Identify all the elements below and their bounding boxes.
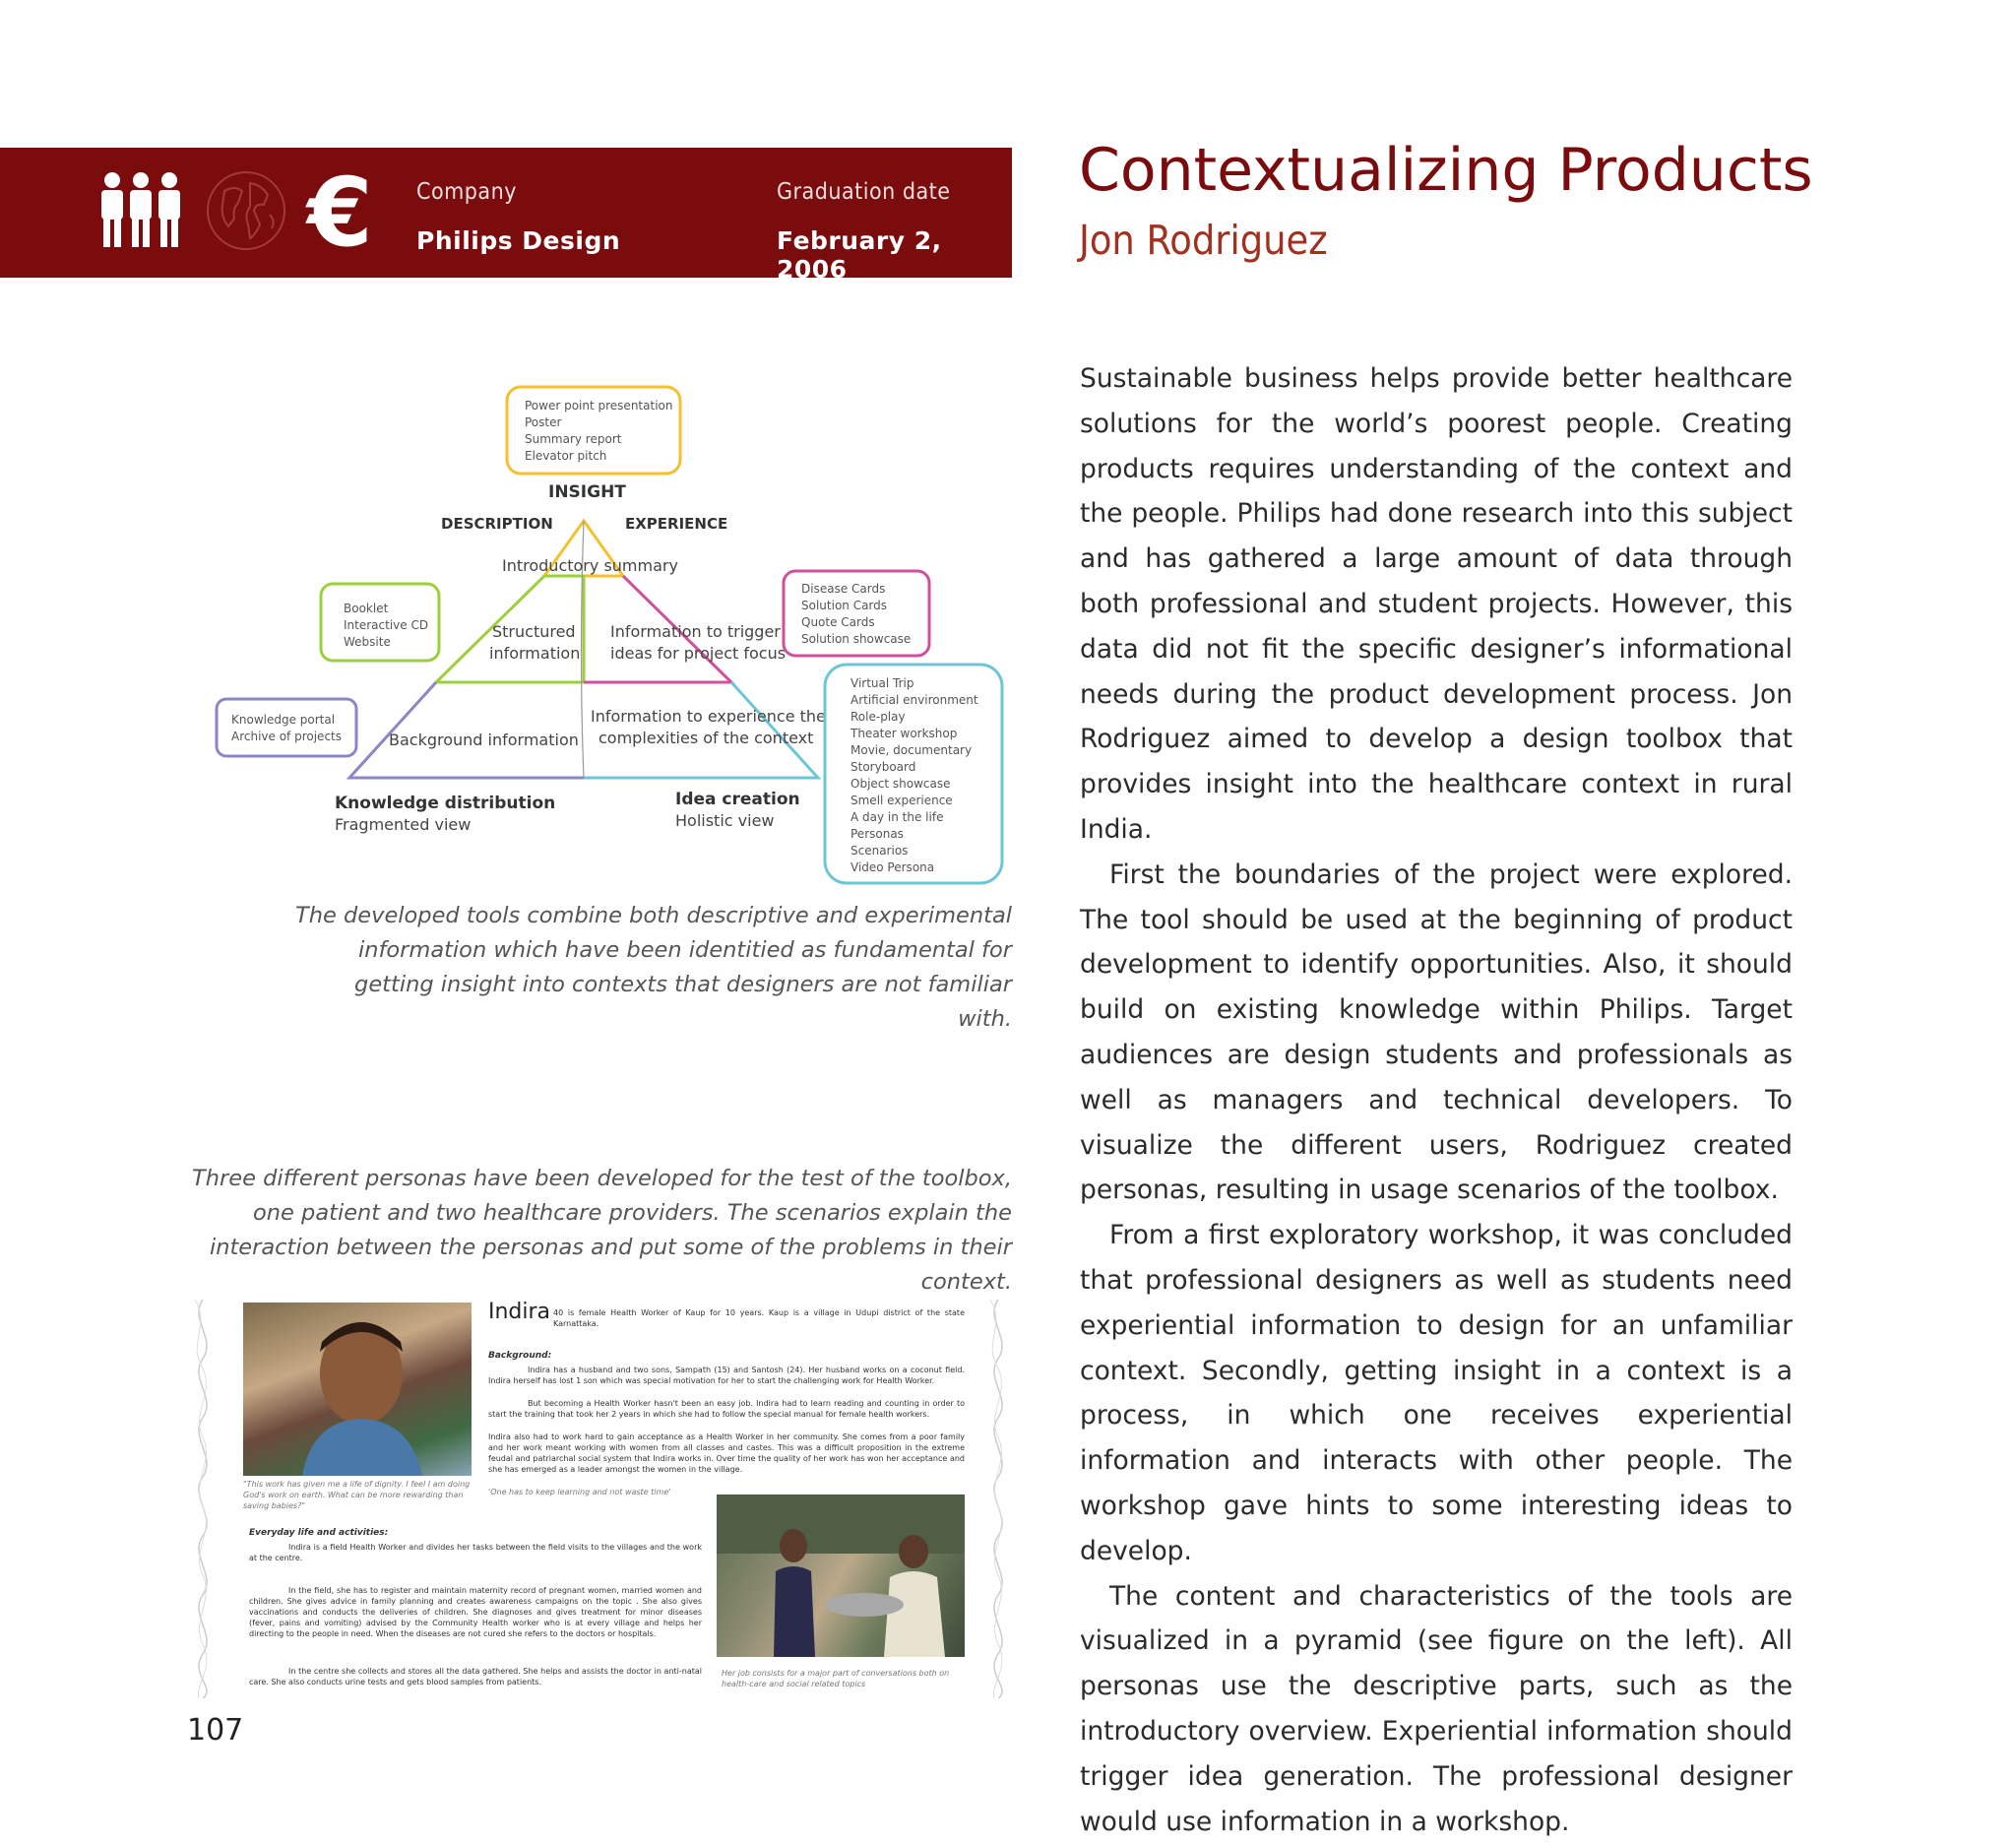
background-heading: Background: — [488, 1351, 552, 1361]
company-value: Philips Design — [416, 226, 621, 255]
box-item: Virtual Trip — [850, 676, 914, 690]
box-item: Knowledge portal — [231, 713, 336, 727]
box-item: Storyboard — [850, 760, 916, 774]
body-paragraph: Sustainable business helps provide better healthcare solutions for the world’s poorest people. Creating products requires understanding of the context and the people. Philips had done research into this subject and has gathered a large amount of data through both professional and student projects. However, this data did not fit the specific designer’s informational needs during the product development process. Jon Rodriguez aimed to develop a design toolbox that provides insight into the healthcare context in rural India. — [1080, 363, 1793, 845]
knowledge-distribution-label: Knowledge distribution — [335, 794, 556, 813]
box-item: Artificial environment — [850, 693, 978, 707]
people-icon — [98, 171, 183, 250]
ornament-border-left — [187, 1300, 219, 1698]
box-item: Archive of projects — [231, 730, 342, 743]
box-item: Disease Cards — [801, 582, 886, 596]
box-item: Smell experience — [850, 794, 953, 807]
personas-caption: Three different personas have been developed for the test of the toolbox, one patient and two healthcare providers. The scenarios explain the interaction between the personas and put some of the problems in their context. — [192, 1166, 1012, 1295]
ornament-border-right — [982, 1300, 1014, 1698]
body-paragraph: The content and characteristics of the tools are visualized in a pyramid (see figure on the left). All personas use the descriptive parts, such as the introductory overview. Experiential information should trigger idea generation. The professional designer would use information in a workshop. — [1080, 1580, 1793, 1837]
persona-quote: "This work has given me a life of dignity. I feel I am doing God's work on earth. What can be more rewarding than saving babies?" — [243, 1480, 471, 1510]
background-text: But becoming a Health Worker hasn't been an easy job. Indira had to learn reading and counting in order to start the training that took her 2 years in which she had to follow the special manual for female health workers. — [488, 1399, 965, 1419]
box-item: Object showcase — [850, 777, 951, 791]
box-item: Poster — [525, 415, 562, 429]
box-item: Quote Cards — [801, 615, 875, 629]
everyday-text: In the centre she collects and stores all the data gathered. She helps and assists the doctor in anti-natal care. She also conducts urine tests and gets blood samples from patients. — [249, 1667, 702, 1686]
article-title: Contextualizing Products — [1079, 136, 1813, 205]
background-text: Indira has a husband and two sons, Sampath (15) and Santosh (24). Her husband works on a coconut field. Indira herself has lost 1 son which was special motivation for her to start the challenging work for Health Worker. — [488, 1366, 965, 1385]
box-item: Solution showcase — [801, 632, 912, 646]
box-item: Role-play — [850, 710, 906, 724]
euro-icon: € — [307, 158, 373, 268]
experience-complex-label: complexities of the context — [598, 729, 814, 747]
structured-label: Structured — [492, 622, 576, 641]
field-photo — [717, 1494, 965, 1657]
body-paragraph: First the boundaries of the project were explored. The tool should be used at the beginning of product development to identify opportunities. Also, it should build on existing knowledge within Philips. Target audiences are design students and professionals as well as managers and technical developers. To visualize the different users, Rodriguez created personas, resulting in usage scenarios of the toolbox. — [1080, 858, 1793, 1206]
graduation-value: February 2, 2006 — [777, 226, 942, 284]
experience-complex-label: Information to experience the — [591, 707, 826, 726]
idea-creation-label: Idea creation — [675, 790, 800, 809]
diagram-caption: The developed tools combine both descriptive and experimental information which have been identitied as fundamental for getting insight into contexts that designers are not familiar with. — [295, 903, 1012, 1032]
persona-intro: 40 is female Health Worker of Kaup for 10 years. Kaup is a village in Udupi district of the state Karnattaka. — [553, 1308, 965, 1328]
box-item: Power point presentation — [525, 399, 673, 413]
box-item: Video Persona — [850, 860, 935, 874]
box-item: Scenarios — [850, 844, 909, 858]
structured-label: information — [489, 644, 581, 663]
box-item: Elevator pitch — [525, 449, 607, 463]
box-item: Interactive CD — [344, 618, 429, 632]
everyday-text: In the field, she has to register and maintain maternity record of pregnant women, married women and children. She gives advice in family planning and creates awareness campaigns on the topic . She also gives vaccinations and conducts the deliveries of children. She diagnoses and gives treatment for minor diseases (fever, pains and vomiting) advised by the Community Health worker who is at every village and helps her directing to the people in need. When the diseases are not cured she refers to the doctors or hospitals. — [249, 1586, 702, 1638]
box-item: Theater workshop — [850, 727, 958, 740]
holistic-label: Holistic view — [675, 811, 775, 830]
description-label: DESCRIPTION — [441, 515, 553, 533]
trigger-label: ideas for project focus — [610, 644, 787, 663]
article-author: Jon Rodriguez — [1079, 217, 1328, 264]
persona-sheet — [187, 1300, 1014, 1698]
everyday-text: Indira is a field Health Worker and divides her tasks between the field visits to the villages and the work at the centre. — [249, 1543, 702, 1562]
intro-summary-label: Introductory summary — [502, 556, 678, 575]
everyday-heading: Everyday life and activities: — [249, 1528, 389, 1538]
persona-photo — [243, 1303, 472, 1476]
background-label: Background information — [389, 731, 579, 749]
box-item: A day in the life — [850, 810, 944, 824]
experience-label: EXPERIENCE — [625, 515, 728, 533]
field-photo-caption: Her job consists for a major part of conversations both on health-care and social related topics — [722, 1669, 950, 1688]
page-number: 107 — [187, 1713, 244, 1748]
box-item: Movie, documentary — [850, 743, 973, 757]
fragmented-label: Fragmented view — [335, 815, 472, 834]
header-band — [0, 148, 1012, 284]
body-paragraph: From a first exploratory workshop, it was concluded that professional designers as well as students need experiential information to design for an unfamiliar context. Secondly, getting insight in a context is a process, in which one receives experiential information and interacts with other people. The workshop gave hints to some interesting ideas to develop. — [1080, 1220, 1793, 1566]
box-item: Personas — [850, 827, 904, 841]
knowledge-box — [217, 699, 356, 756]
box-item: Summary report — [525, 432, 622, 446]
persona-name: Indira — [488, 1300, 551, 1324]
background-text: Indira also had to work hard to gain acceptance as a Health Worker in her community. She comes from a poor family and her work meant working with women from all classes and castes. This was a difficult proposition in the extreme feudal and patriarchal social system that Indira works in. Over time the quality of her work has won her acceptance and she has emerged as a leader amongst the women in the village. — [488, 1432, 965, 1474]
trigger-label: Information to trigger — [610, 622, 781, 641]
company-label: Company — [416, 179, 517, 205]
graduation-label: Graduation date — [777, 179, 951, 205]
article-body — [1080, 356, 1793, 1844]
persona-quote: 'One has to keep learning and not waste time' — [488, 1488, 671, 1496]
box-item: Website — [344, 635, 391, 649]
box-item: Booklet — [344, 602, 389, 615]
globe-icon — [205, 169, 287, 252]
box-item: Solution Cards — [801, 599, 888, 612]
toolbox-pyramid-diagram — [207, 379, 1014, 891]
insight-label: INSIGHT — [548, 482, 626, 502]
